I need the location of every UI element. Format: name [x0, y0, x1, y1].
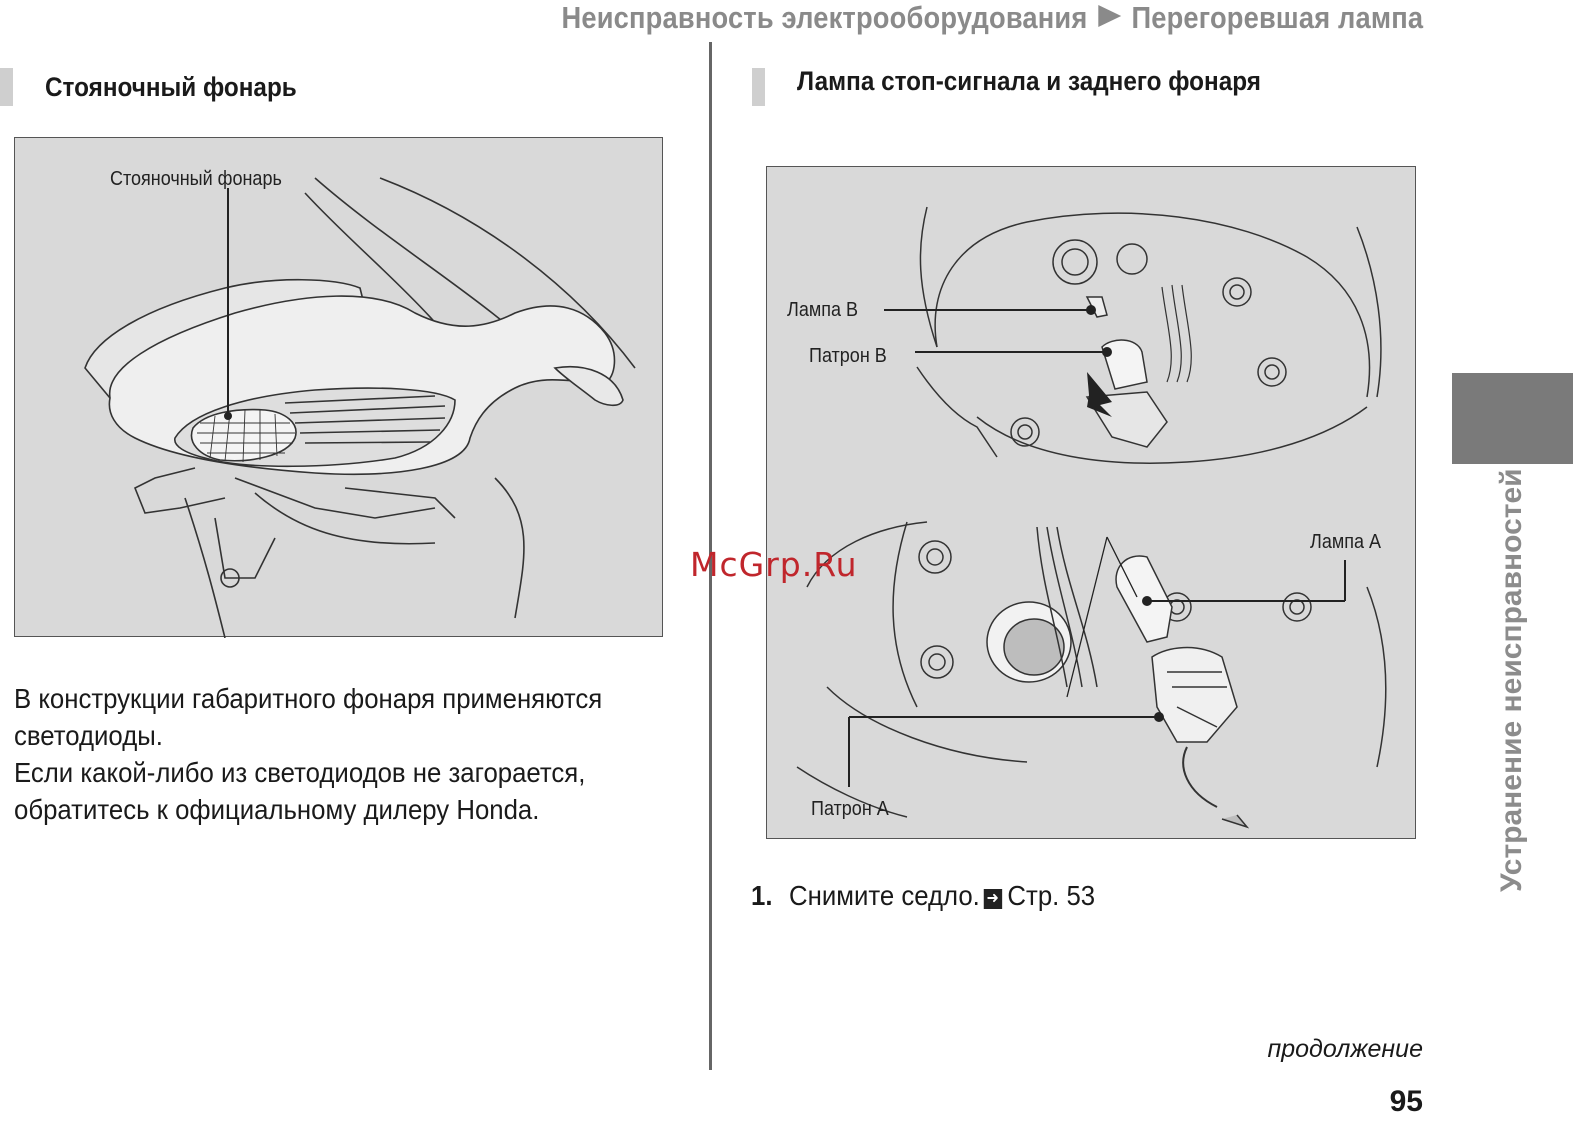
header-section: Неисправность электрооборудования [561, 0, 1088, 35]
step-page-reference[interactable]: Стр. 53 [1007, 880, 1096, 911]
section-marker-left [0, 68, 13, 106]
paragraph-line: В конструкции габаритного фонаря применяются [14, 683, 603, 714]
section-title-parking-light: Стояночный фонарь [45, 72, 297, 102]
chapter-tab [1452, 373, 1573, 464]
label-lamp-b: Лампа B [787, 299, 858, 321]
chapter-tab-label [1455, 468, 1528, 892]
step-1 [751, 880, 1095, 912]
mirror-illustration [15, 138, 664, 638]
taillight-illustration [767, 167, 1417, 840]
figure-parking-light [14, 137, 663, 637]
figure-label-parking-light: Стояночный фонарь [110, 168, 282, 190]
page-header [561, 0, 1423, 36]
triangle-arrow-icon [1098, 5, 1121, 27]
arrow-right-icon: ➜ [984, 889, 1002, 909]
page-number: 95 [1389, 1085, 1423, 1118]
section-title-brake-light: Лампа стоп-сигнала и заднего фонаря [797, 66, 1261, 96]
section-marker-right [752, 68, 765, 106]
label-socket-b: Патрон B [809, 345, 887, 367]
continued-note: продолжение [1267, 1035, 1423, 1063]
step-number: 1. [751, 880, 773, 911]
figure-brake-light [766, 166, 1416, 839]
step-text: Снимите седло. [789, 880, 980, 911]
paragraph-line: обратитесь к официальному дилеру Honda. [14, 794, 540, 825]
label-socket-a: Патрон A [811, 798, 889, 820]
paragraph-line: светодиоды. [14, 720, 163, 751]
paragraph-line: Если какой-либо из светодиодов не загорается, [14, 757, 586, 788]
paragraph-parking-light [14, 680, 602, 828]
watermark: McGrp.Ru [690, 545, 858, 584]
header-subsection: Перегоревшая лампа [1131, 0, 1423, 35]
label-lamp-a: Лампа A [1310, 531, 1381, 553]
chapter-title-vertical: Устранение неисправностей [1495, 468, 1528, 892]
